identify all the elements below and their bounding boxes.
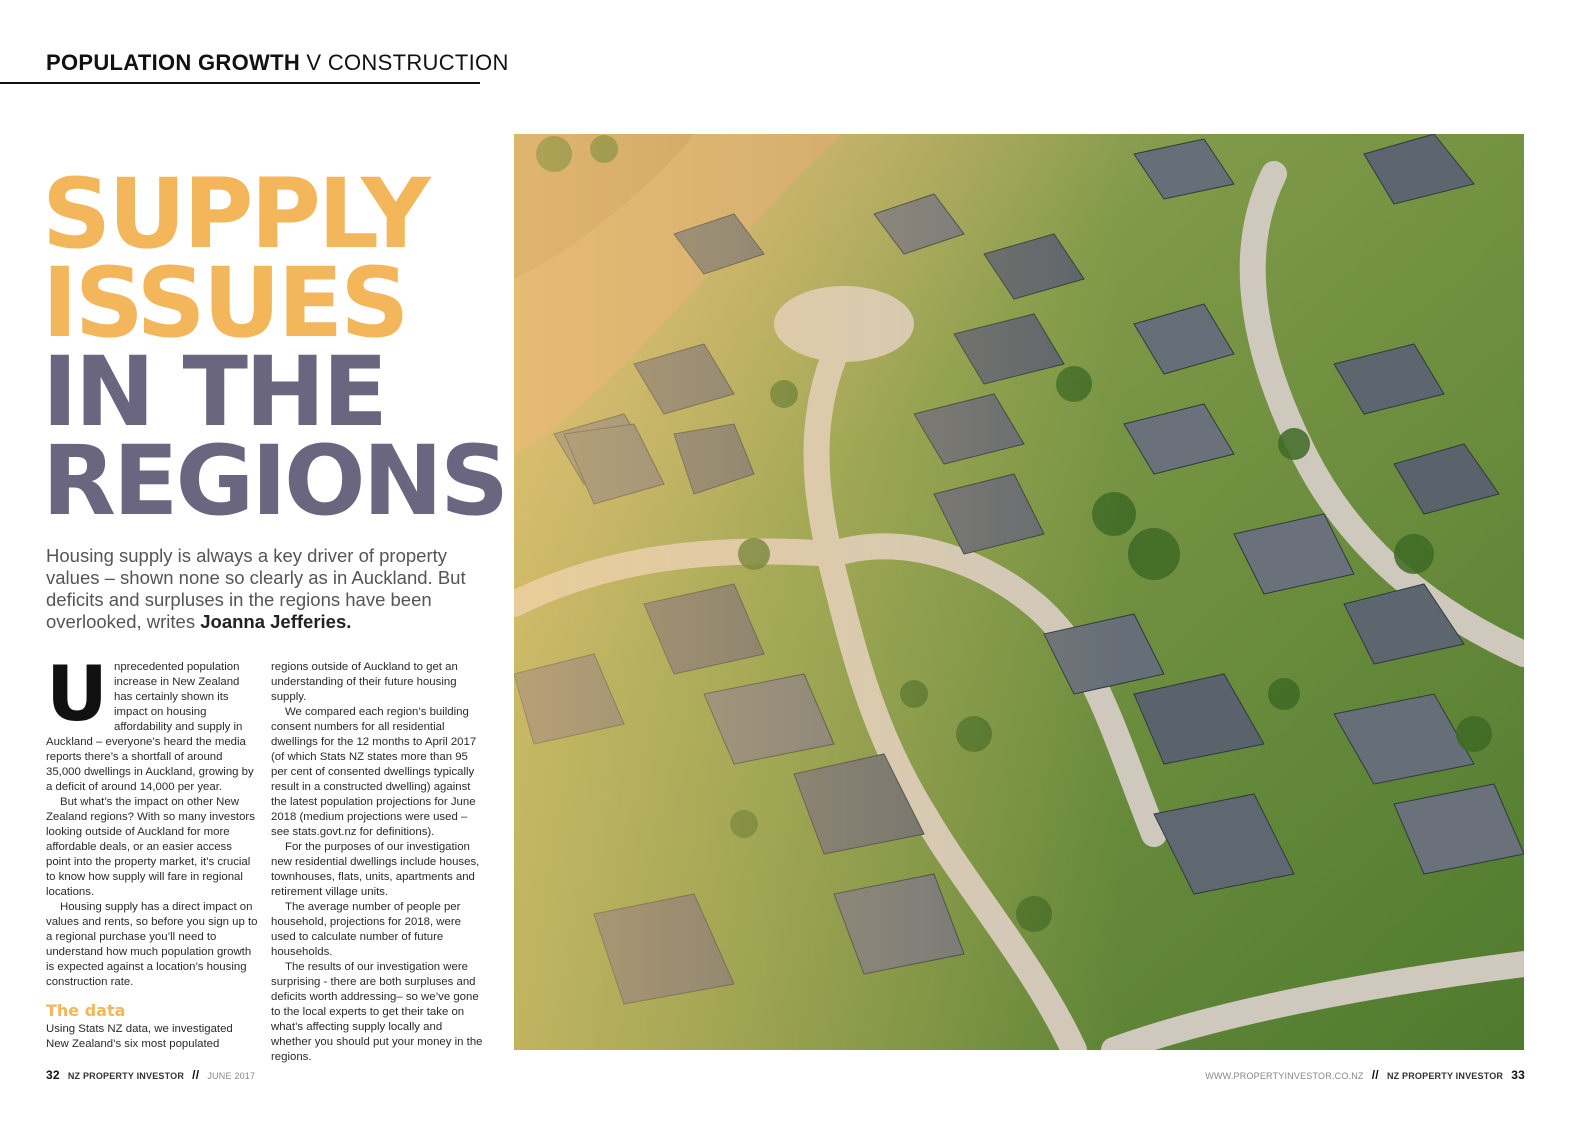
- aerial-suburb-illustration: [514, 134, 1524, 1050]
- headline-line-1: SUPPLY: [42, 158, 428, 270]
- folio-separator: //: [192, 1068, 200, 1082]
- body-column-1: [46, 649, 258, 1052]
- magazine-name: NZ PROPERTY INVESTOR: [1386, 1071, 1504, 1081]
- section-label: [46, 50, 509, 76]
- standfirst-text: Housing supply is always a key driver of property values – shown none so clearly as in Auckland. But deficits and surpluses in the regions have been overlooked, writes: [46, 545, 466, 632]
- body-paragraph: Using Stats NZ data, we investigated New Zealand’s six most populated: [46, 1023, 233, 1050]
- folio-left: [46, 1068, 255, 1082]
- headline-line-4: REGIONS: [42, 425, 507, 537]
- body-paragraph: But what’s the impact on other New Zealand regions? With so many investors looking outside of Auckland for more affordable deals, or an easier access point into the property market, it’s crucial to know how supply will fare in regional locations.: [46, 796, 255, 898]
- page-number: 32: [46, 1068, 60, 1082]
- folio-separator: //: [1371, 1068, 1379, 1082]
- author-name: Joanna Jefferies.: [200, 611, 352, 632]
- folio-right: [1205, 1068, 1525, 1082]
- body-paragraph: The results of our investigation were surprising - there are both surpluses and deficits worth addressing– so we’ve gone to the local experts to get their take on what’s affecting supply locally and whether you should put your money in the regions.: [271, 961, 483, 1063]
- section-label-rest: V CONSTRUCTION: [300, 50, 509, 75]
- body-paragraph: For the purposes of our investigation new residential dwellings include houses, townhouses, flats, units, apartments and retirement village units.: [271, 841, 480, 898]
- magazine-name: NZ PROPERTY INVESTOR: [67, 1071, 185, 1081]
- body-column-2: [271, 660, 483, 1065]
- body-paragraph: Housing supply has a direct impact on values and rents, so before you sign up to a regional purchase you’ll need to understand how much population growth is expected against a location’s housing construction rate.: [46, 901, 258, 988]
- paragraph-text: nprecedented population increase in New Zealand has certainly shown its impact on housing affordability and supply in Auckland – everyone’s heard the media reports there’s a shortfall of around 35,000 dwellings in Auckland, growing by a deficit of around 14,000 per year.: [46, 661, 254, 793]
- page-number: 33: [1511, 1068, 1525, 1082]
- body-paragraph: regions outside of Auckland to get an understanding of their future housing supply.: [271, 661, 458, 703]
- headline-line-3: IN THE: [42, 336, 385, 448]
- body-paragraph: We compared each region’s building consent numbers for all residential dwellings for the 12 months to April 2017 (of which Stats NZ states more than 95 per cent of consented dwellings typically result in a constructed dwelling) against the latest population projections for June 2018 (medium projections were used – see stats.govt.nz for definitions).: [271, 706, 477, 838]
- body-paragraph: [46, 649, 258, 795]
- subhead-the-data: The data: [46, 1001, 126, 1020]
- headline-line-2: ISSUES: [42, 247, 407, 359]
- section-label-bold: POPULATION GROWTH: [46, 50, 301, 75]
- website-url: WWW.PROPERTYINVESTOR.CO.NZ: [1205, 1071, 1364, 1081]
- issue-date: JUNE 2017: [207, 1071, 256, 1081]
- drop-cap: U: [46, 649, 108, 738]
- headline: [42, 158, 512, 537]
- section-rule: [0, 82, 480, 84]
- body-paragraph: The average number of people per household, projections for 2018, were used to calculate number of future households.: [271, 901, 461, 958]
- aerial-suburb-photo: [514, 134, 1524, 1050]
- standfirst: [46, 545, 486, 633]
